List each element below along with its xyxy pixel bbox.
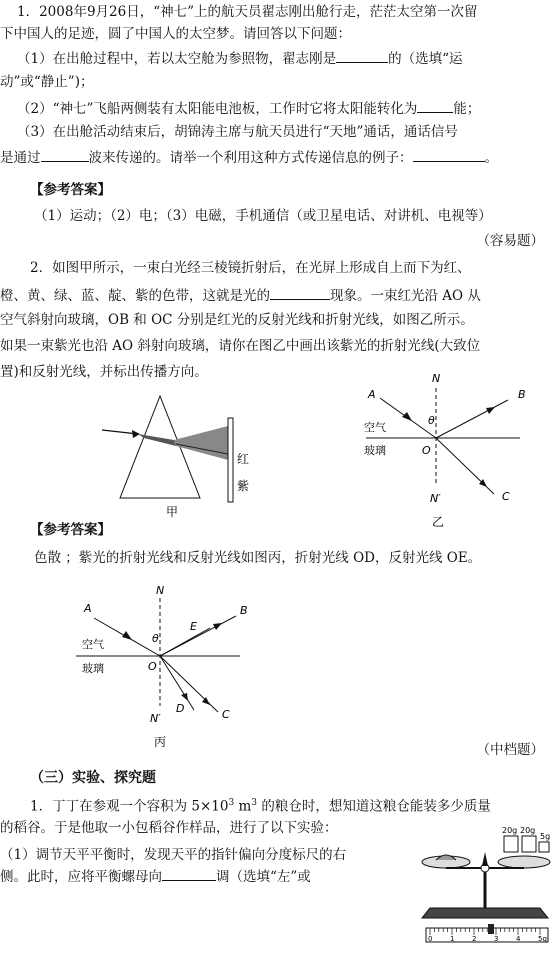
sec3-line-1: 1．丁丁在参观一个容积为 $5\times 10^3$ $m^3$ 的粮仓时，想知道这粮仓能装多少质量	[30, 798, 491, 815]
label-O: O	[422, 444, 431, 457]
screen	[228, 418, 233, 502]
label-air: 空气	[364, 421, 386, 434]
sec3-line-4: 侧。此时，应将平衡螺母向 调（选填“左”或	[0, 866, 554, 887]
right-pan	[498, 856, 550, 868]
answer-blank[interactable]	[162, 866, 216, 881]
arrow-icon	[402, 412, 412, 421]
arrow-icon	[213, 623, 222, 630]
q1-line-3: （1）在出舱过程中，若以太空舱为参照物，翟志刚是 的（选填“运	[17, 48, 554, 69]
label-glass: 玻璃	[82, 662, 104, 675]
label-red: 红	[237, 452, 250, 466]
q1-line-2: 下中国人的足迹，圆了中国人的太空梦。请回答以下问题：	[0, 26, 351, 42]
caption-jia: 甲	[166, 505, 179, 518]
label-D: D	[176, 702, 185, 715]
label-air: 空气	[82, 638, 104, 651]
figure-bing	[70, 582, 260, 752]
label-A: A	[368, 388, 376, 401]
label-O: O	[148, 660, 157, 673]
answer-blank[interactable]	[417, 98, 453, 113]
figure-jia-prism	[100, 388, 260, 518]
label-20g: 20g	[520, 826, 536, 835]
ruler-tick-label: 0	[428, 935, 433, 943]
ruler-tick-label: 3	[494, 935, 499, 943]
label-N-prime: N′	[150, 712, 161, 725]
ray-OE	[160, 628, 210, 656]
weight-5g	[539, 842, 549, 852]
spectrum-band	[174, 426, 228, 460]
label-C: C	[222, 708, 230, 721]
q1-level: （容易题）	[476, 233, 544, 249]
q1-answer: （1）运动；（2）电；（3）电磁，手机通信（或卫星电话、对讲机、电视等）	[34, 208, 492, 224]
ray-arrow-icon	[132, 430, 140, 438]
label-N: N	[432, 372, 441, 385]
q2-line-5: 置)和反射光线，并标出传播方向。	[0, 364, 208, 380]
caption-bing: 丙	[154, 735, 167, 749]
label-theta: θ	[152, 632, 159, 645]
label-20g: 20g	[502, 826, 518, 835]
label-theta: θ	[428, 414, 435, 427]
answer-blank[interactable]	[270, 285, 330, 300]
q1-line-6: （3）在出舱活动结束后，胡锦涛主席与航天员进行“天地”通话，通话信号	[17, 124, 458, 140]
pointer	[482, 852, 488, 866]
sec3-line-3: （1）调节天平平衡时，发现天平的指针偏向分度标尺的右	[0, 847, 347, 863]
weight-20g-b	[522, 836, 536, 852]
q2-answer: 色散 ；紫光的折射光线和反射光线如图丙，折射光线 OD，反射光线 OE。	[34, 550, 482, 566]
label-C: C	[502, 490, 510, 503]
label-glass: 玻璃	[364, 444, 386, 457]
weight-20g-a	[504, 836, 518, 852]
q1-line-7: 是通过 波来传递的。请举一个利用这种方式传递信息的例子： 。	[0, 147, 554, 168]
q1-answer-title: 【参考答案】	[30, 182, 111, 198]
arrow-icon	[181, 693, 188, 701]
label-N-prime: N′	[430, 492, 441, 505]
ruler-tick-label: 4	[516, 935, 521, 943]
label-E: E	[190, 620, 197, 633]
balance-figure	[416, 822, 552, 956]
ray-OB	[436, 400, 508, 438]
caption-yi: 乙	[432, 515, 445, 529]
q1-line-5: （2）“神七”飞船两侧装有太阳能电池板，工作时它将太阳能转化为 能；	[17, 98, 554, 119]
arrow-icon	[486, 407, 495, 414]
rider	[488, 924, 494, 934]
q2-level: （中档题）	[476, 742, 544, 758]
answer-blank[interactable]	[413, 147, 485, 162]
q1-line-4: 动”或“静止”)；	[0, 74, 94, 90]
label-N: N	[156, 584, 165, 597]
ray-OC	[160, 656, 218, 712]
figure-yi	[360, 368, 540, 533]
ruler-tick-label: 5g	[538, 935, 547, 943]
label-B: B	[240, 604, 248, 617]
answer-blank[interactable]	[336, 48, 388, 63]
label-B: B	[518, 388, 526, 401]
balance-base	[422, 908, 548, 918]
section-title: （三）实验、探究题	[30, 770, 156, 786]
q2-answer-title: 【参考答案】	[30, 522, 111, 538]
q2-line-4: 如果一束紫光也沿 AO 斜射向玻璃，请你在图乙中画出该紫光的折射光线(大致位	[0, 338, 481, 354]
q2-line-3: 空气斜射向玻璃，OB 和 OC 分别是红光的反射光线和折射光线，如图乙所示。	[0, 312, 474, 328]
ruler-tick-label: 2	[472, 935, 477, 943]
q2-line-1: 2．如图甲所示，一束白光经三棱镜折射后，在光屏上形成自上而下为红、	[30, 260, 471, 276]
refracted-band	[138, 434, 176, 446]
arrow-icon	[122, 631, 132, 640]
label-5g: 5g	[540, 832, 551, 841]
answer-blank[interactable]	[41, 147, 89, 162]
label-A: A	[84, 602, 92, 615]
ruler-tick-label: 1	[450, 935, 455, 943]
sec3-line-2: 的稻谷。于是他取一小包稻谷作样品，进行了以下实验：	[0, 820, 338, 836]
q2-line-2: 橙、黄、绿、蓝、靛、紫的色带，这就是光的 现象。一束红光沿 AO 从	[0, 285, 554, 306]
label-purple: 紫	[237, 479, 250, 493]
q1-line-1: 1．2008年9月26日，“神七”上的航天员翟志刚出舱行走，茫茫太空第一次留	[17, 4, 478, 20]
